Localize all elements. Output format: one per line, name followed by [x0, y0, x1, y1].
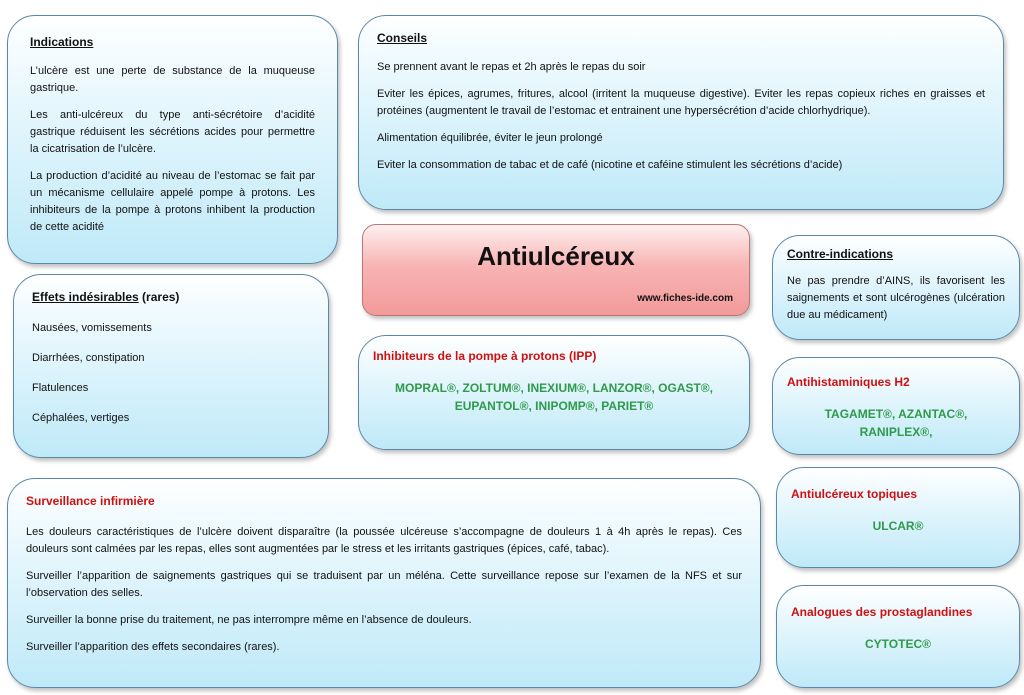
conseils-paragraph: Alimentation équilibrée, éviter le jeun prolongé: [377, 132, 603, 144]
ipp-drugs: EUPANTOL®, INIPOMP®, PARIET®: [454, 399, 654, 413]
surveillance-paragraph: Surveiller la bonne prise du traitement, ne pas interrompre même en l’absence de douleurs.: [26, 614, 472, 626]
effets-box: [13, 274, 329, 458]
contre-text: Ne pas prendre d’AINS, ils favorisent les saignements et sont ulcérogènes (ulcération due au médicament): [787, 275, 1005, 321]
indications-paragraph: Les anti-ulcéreux du type anti-sécrétoire d’acidité gastrique réduisent les sécrétions acides pour permettre la cicatrisation de l’ulcère.: [30, 109, 315, 155]
indications-title: Indications: [30, 35, 94, 49]
conseils-box: [358, 15, 1004, 210]
contre-box: [772, 235, 1020, 340]
prosta-drugs: CYTOTEC®: [865, 637, 931, 651]
surveillance-paragraph: Surveiller l’apparition des effets secondaires (rares).: [26, 641, 280, 653]
conseils-paragraph: Eviter la consommation de tabac et de café (nicotine et caféine stimulent les sécrétions d’acide): [377, 159, 843, 171]
surveillance-paragraph: Surveiller l’apparition de saignements gastriques qui se traduisent par un méléna. Cette surveillance repose sur l’examen de la NFS et sur l’observation des selles.: [26, 570, 742, 599]
surveillance-title: Surveillance infirmière: [26, 494, 155, 508]
effets-heading: [32, 289, 310, 306]
topiques-box: [776, 467, 1020, 568]
surveillance-box: [7, 478, 761, 688]
topiques-drugs: ULCAR®: [872, 519, 924, 533]
h2-title: Antihistaminiques H2: [787, 375, 910, 389]
effets-title: Effets indésirables: [32, 290, 139, 304]
h2-box: [772, 357, 1020, 455]
prosta-title: Analogues des prostaglandines: [791, 605, 973, 619]
conseils-paragraph: Eviter les épices, agrumes, fritures, alcool (irritent la muqueuse digestive). Eviter les repas copieux riches en graisses et protéines (augmentent le travail de l’estomac et entrainent une hypersécrétion d’acide chlorhydrique).: [377, 88, 985, 117]
page-title: Antiulcéreux: [477, 241, 635, 271]
ipp-title: Inhibiteurs de la pompe à protons (IPP): [373, 349, 597, 363]
effets-item: Diarrhées, constipation: [32, 352, 145, 364]
contre-title: Contre-indications: [787, 247, 894, 261]
h2-drugs: TAGAMET®, AZANTAC®, RANIPLEX®,: [824, 407, 968, 439]
conseils-paragraph: Se prennent avant le repas et 2h après le repas du soir: [377, 61, 646, 73]
topiques-title: Antiulcéreux topiques: [791, 487, 918, 501]
indications-box: [7, 15, 338, 264]
ipp-drugs: MOPRAL®, ZOLTUM®, INEXIUM®, LANZOR®, OGAST®,: [395, 381, 713, 395]
surveillance-paragraph: Les douleurs caractéristiques de l’ulcère doivent disparaître (la poussée ulcéreuse s’accompagne de douleurs 1 à 4h après le repas). Ces douleurs sont calmées par les repas, elles sont augmentées par le stress et les irritants gastriques (épices, café, tabac).: [26, 526, 742, 555]
site-url: www.fiches-ide.com: [637, 293, 733, 304]
effets-item: Nausées, vomissements: [32, 322, 152, 334]
indications-paragraph: L’ulcère est une perte de substance de la muqueuse gastrique.: [30, 65, 315, 94]
effets-item: Céphalées, vertiges: [32, 412, 130, 424]
effets-item: Flatulences: [32, 382, 89, 394]
ipp-box: [358, 335, 750, 450]
conseils-title: Conseils: [377, 31, 428, 45]
effets-title-suffix: (rares): [138, 290, 180, 304]
prosta-box: [776, 585, 1020, 688]
indications-paragraph: La production d’acidité au niveau de l’estomac se fait par un mécanisme cellulaire appelé pompe à protons. Les inhibiteurs de la pompe à protons inhibent la production de cette acidité: [30, 170, 315, 233]
title-banner: [362, 224, 750, 316]
